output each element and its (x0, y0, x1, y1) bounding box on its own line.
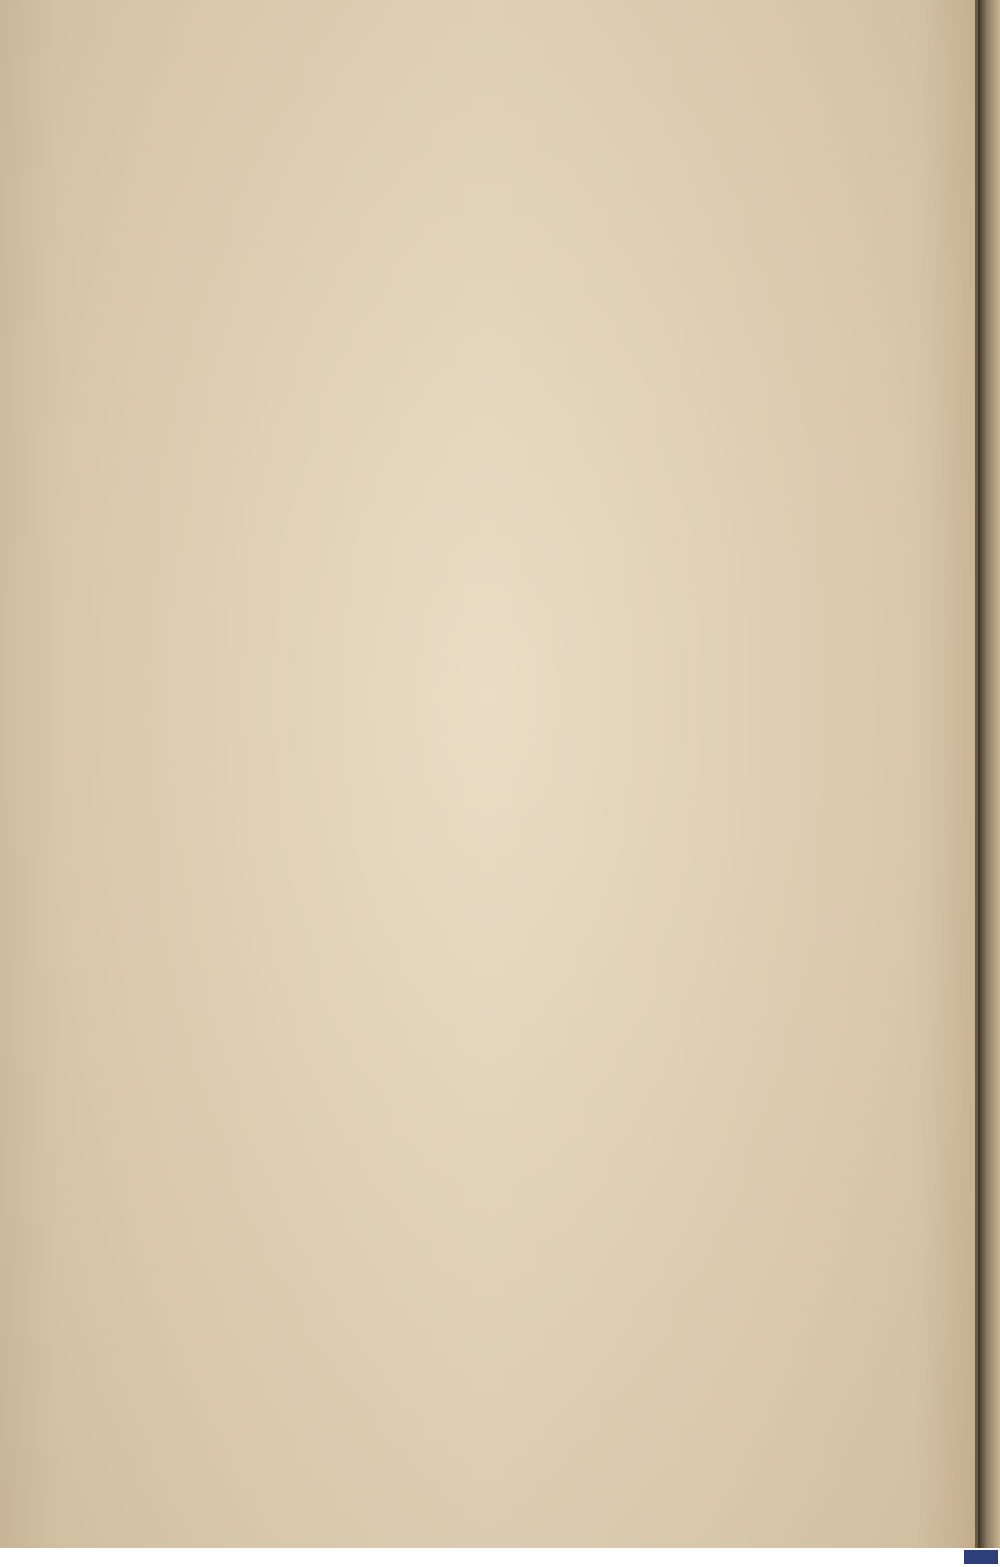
chapter-heading-23 (318, 165, 968, 194)
chapter-heading-23-cont (318, 194, 968, 223)
page-edge (978, 0, 1000, 1548)
digitization-footer (0, 1548, 1000, 1567)
chapter-heading-21 (318, 108, 968, 137)
dfg-logo (964, 1550, 998, 1564)
page-text (318, 108, 968, 223)
chapter-heading-22 (318, 137, 968, 166)
